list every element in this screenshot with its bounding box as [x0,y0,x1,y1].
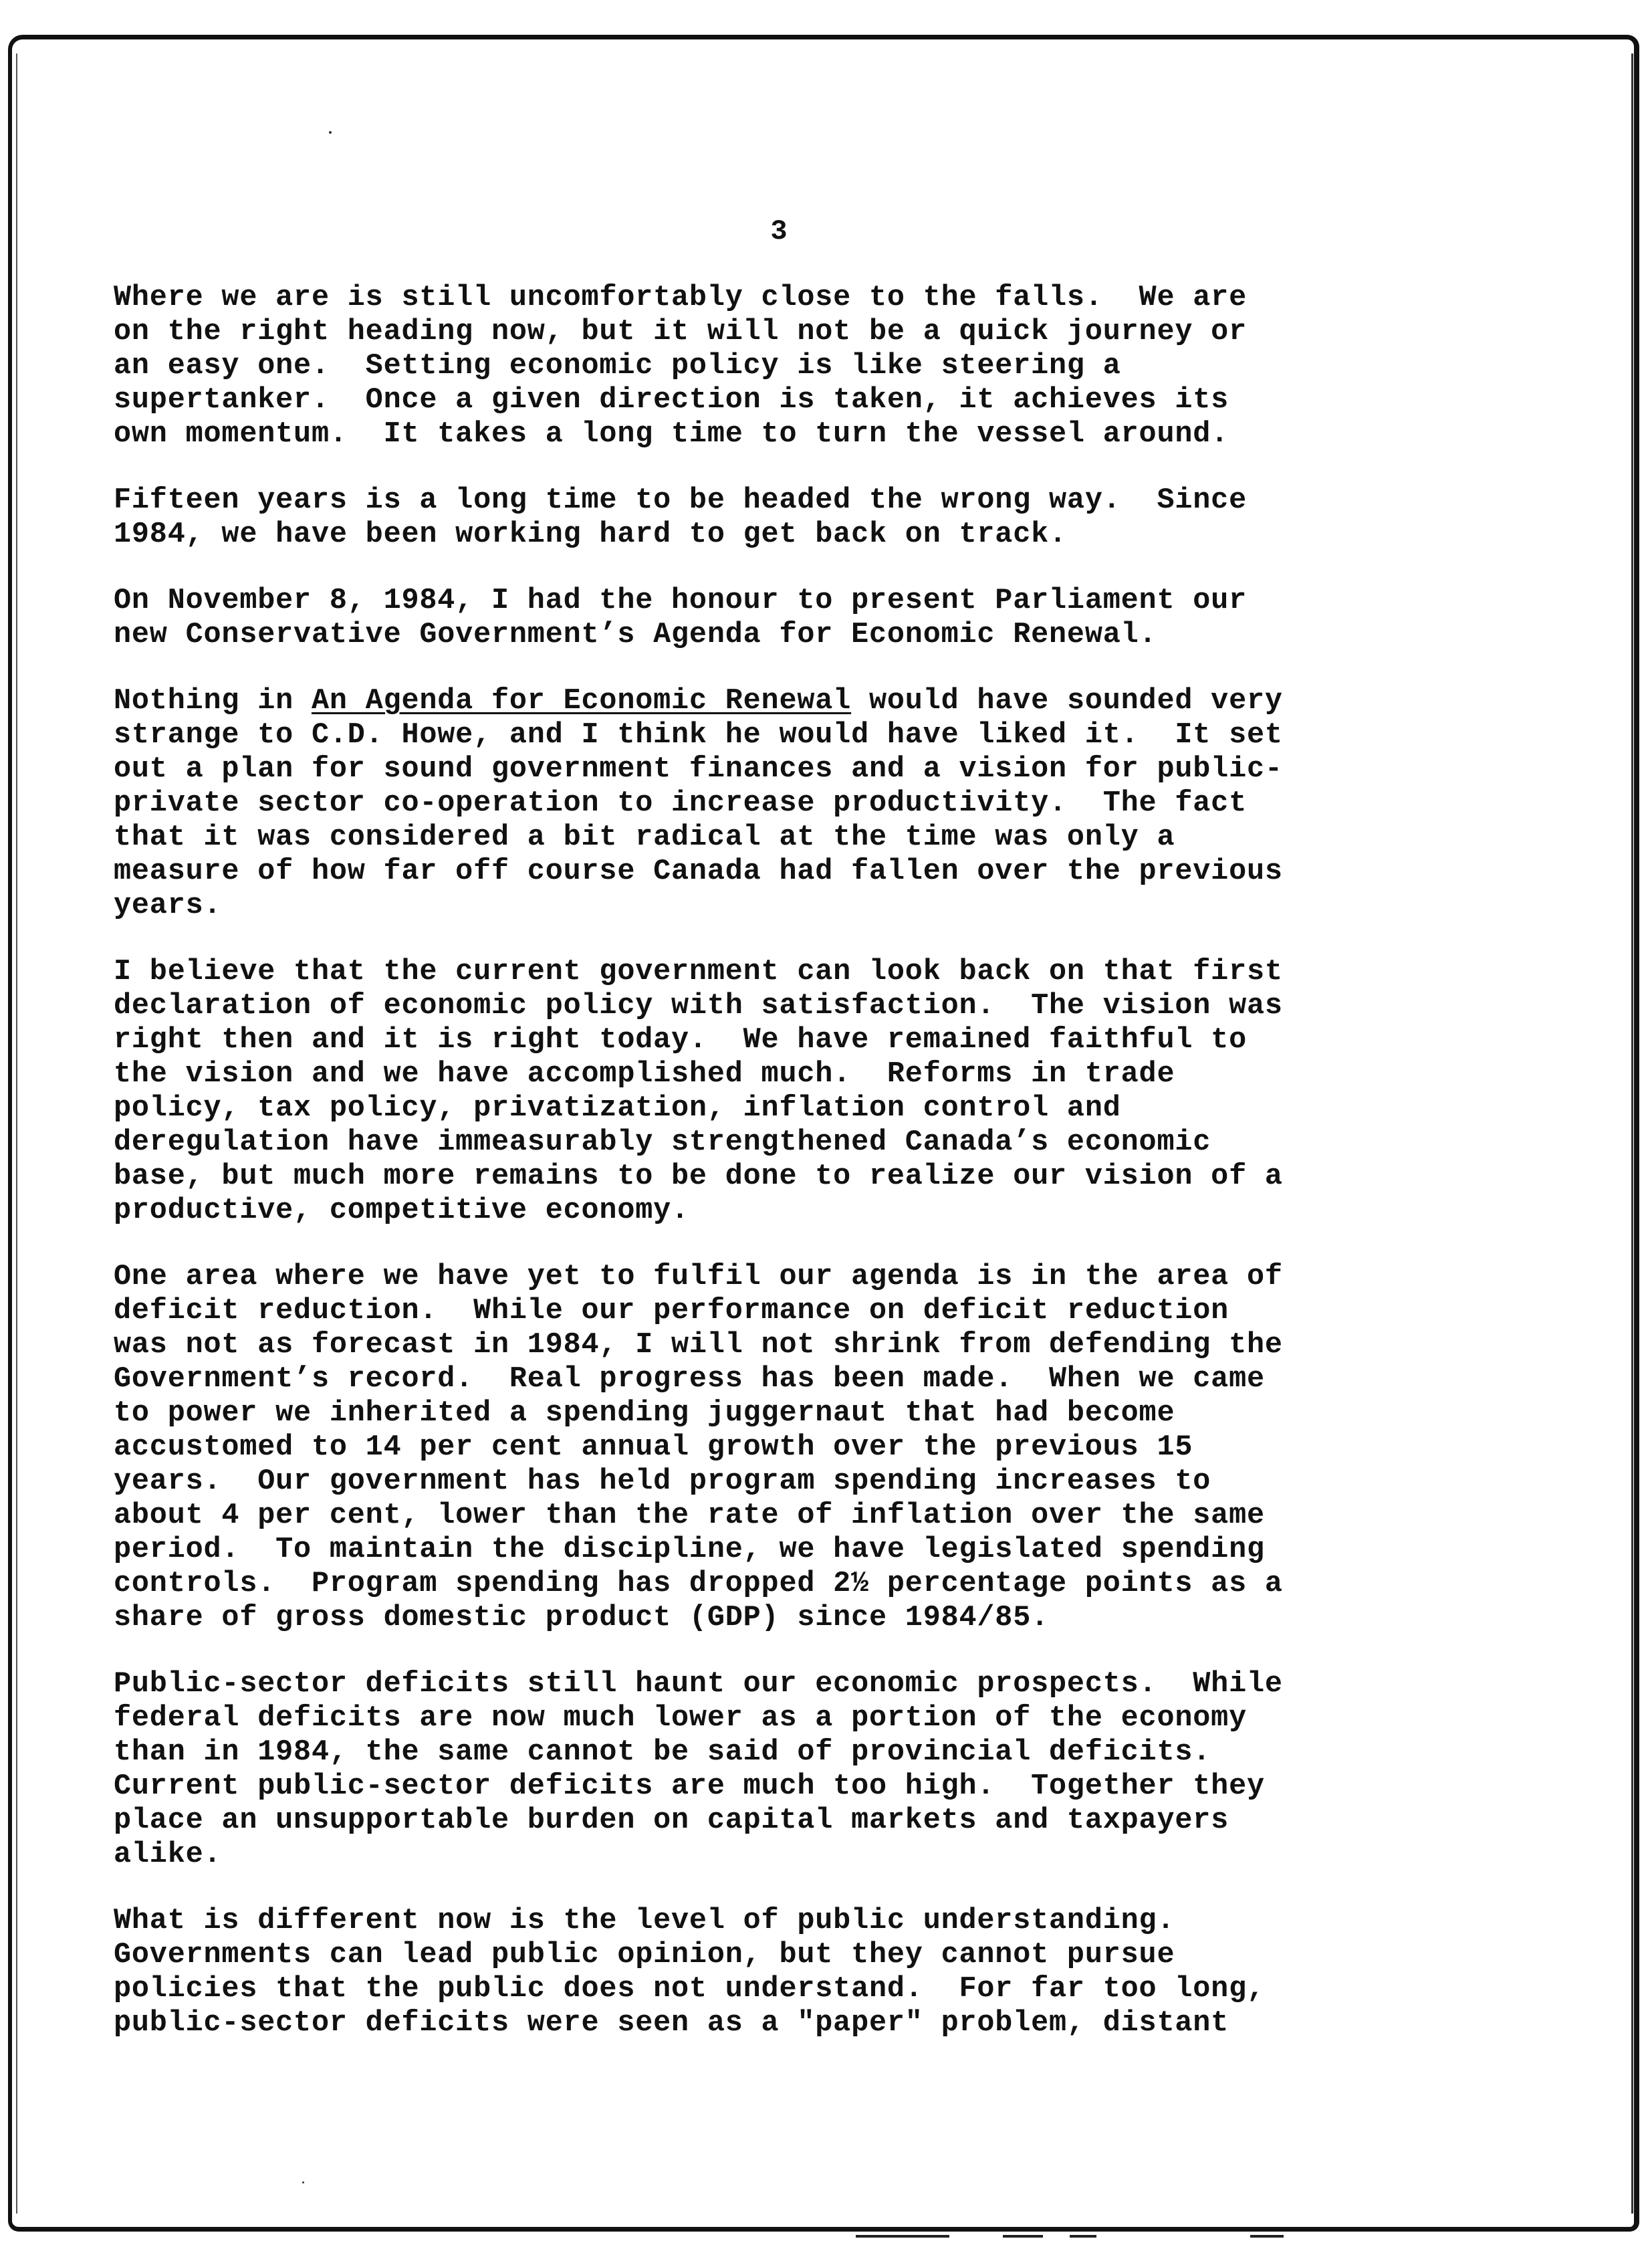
text-line: public-sector deficits were seen as a "paper" problem, distant [114,2007,1229,2040]
text-line: private sector co-operation to increase productivity. The fact [114,787,1247,820]
text-line: was not as forecast in 1984, I will not shrink from defending the [114,1329,1283,1362]
text-line: alike. [114,1838,222,1871]
text-line: declaration of economic policy with satisfaction. The vision was [114,990,1283,1023]
text-line: years. Our government has held program spending increases to [114,1465,1211,1498]
text-line: right then and it is right today. We have remained faithful to [114,1024,1247,1057]
text-line: productive, competitive economy. [114,1194,689,1227]
text-segment: would have sounded very [851,685,1283,718]
scan-speck [329,131,332,134]
text-line: own momentum. It takes a long time to turn the vessel around. [114,418,1229,451]
text-line: the vision and we have accomplished much. Reforms in trade [114,1058,1175,1091]
text-line: I believe that the current government can look back on that first [114,956,1283,988]
text-segment: Nothing in [114,685,312,718]
text-line: controls. Program spending has dropped 2½ percentage points as a [114,1568,1283,1600]
scan-speck [302,2181,304,2183]
text-line: 1984, we have been working hard to get back on track. [114,518,1067,551]
text-line: Fifteen years is a long time to be headed the wrong way. Since [114,484,1247,517]
text-line: measure of how far off course Canada had fallen over the previous [114,855,1283,888]
paragraph [114,281,1511,451]
page-border-inner-left [16,53,17,2214]
paragraph [114,584,1511,652]
text-line: period. To maintain the discipline, we have legislated spending [114,1533,1265,1566]
paragraph [114,1260,1511,1635]
paragraph [114,1904,1511,2040]
text-line: out a plan for sound government finances and a vision for public- [114,753,1283,786]
text-line: about 4 per cent, lower than the rate of inflation over the same [114,1499,1265,1532]
text-line: to power we inherited a spending juggernaut that had become [114,1397,1175,1430]
paragraph [114,955,1511,1228]
text-line: that it was considered a bit radical at the time was only a [114,821,1175,854]
text-line: One area where we have yet to fulfil our agenda is in the area of [114,1261,1283,1293]
scan-mark [856,2235,949,2238]
text-line: deficit reduction. While our performance on deficit reduction [114,1295,1229,1327]
text-line: strange to C.D. Howe, and I think he would have liked it. It set [114,719,1283,752]
text-line: policy, tax policy, privatization, inflation control and [114,1092,1121,1125]
paragraph [114,1667,1511,1872]
text-line: supertanker. Once a given direction is taken, it achieves its [114,384,1229,417]
text-line: than in 1984, the same cannot be said of provincial deficits. [114,1736,1211,1769]
scan-mark [1003,2235,1043,2238]
paragraph [114,483,1511,552]
text-line: on the right heading now, but it will not be a quick journey or [114,316,1247,348]
text-line: years. [114,889,222,922]
text-line [114,684,1511,718]
text-line: deregulation have immeasurably strengthened Canada’s economic [114,1126,1211,1159]
text-line: Where we are is still uncomfortably close to the falls. We are [114,282,1247,314]
page-number: 3 [770,215,788,247]
text-line: policies that the public does not understand. For far too long, [114,1973,1265,2006]
text-line: What is different now is the level of public understanding. [114,1905,1175,1937]
text-line: accustomed to 14 per cent annual growth over the previous 15 [114,1431,1193,1464]
text-line: federal deficits are now much lower as a portion of the economy [114,1702,1247,1735]
text-line: Public-sector deficits still haunt our economic prospects. While [114,1668,1283,1701]
document-body [114,281,1511,2072]
text-line: Governments can lead public opinion, but they cannot pursue [114,1939,1175,1971]
text-line: an easy one. Setting economic policy is like steering a [114,350,1121,383]
text-line: base, but much more remains to be done to realize our vision of a [114,1160,1283,1193]
underlined-document-title: An Agenda for Economic Renewal [311,685,852,718]
text-line: new Conservative Government’s Agenda for Economic Renewal. [114,619,1157,651]
page-border-inner-right [1631,53,1633,2214]
text-line: place an unsupportable burden on capital markets and taxpayers [114,1804,1229,1837]
text-line: On November 8, 1984, I had the honour to present Parliament our [114,584,1247,617]
scan-mark [1070,2235,1096,2238]
scan-mark [1250,2235,1284,2238]
text-line: share of gross domestic product (GDP) since 1984/85. [114,1602,1050,1634]
text-line: Current public-sector deficits are much too high. Together they [114,1770,1265,1803]
text-line: Government’s record. Real progress has been made. When we came [114,1363,1265,1396]
paragraph [114,684,1511,923]
